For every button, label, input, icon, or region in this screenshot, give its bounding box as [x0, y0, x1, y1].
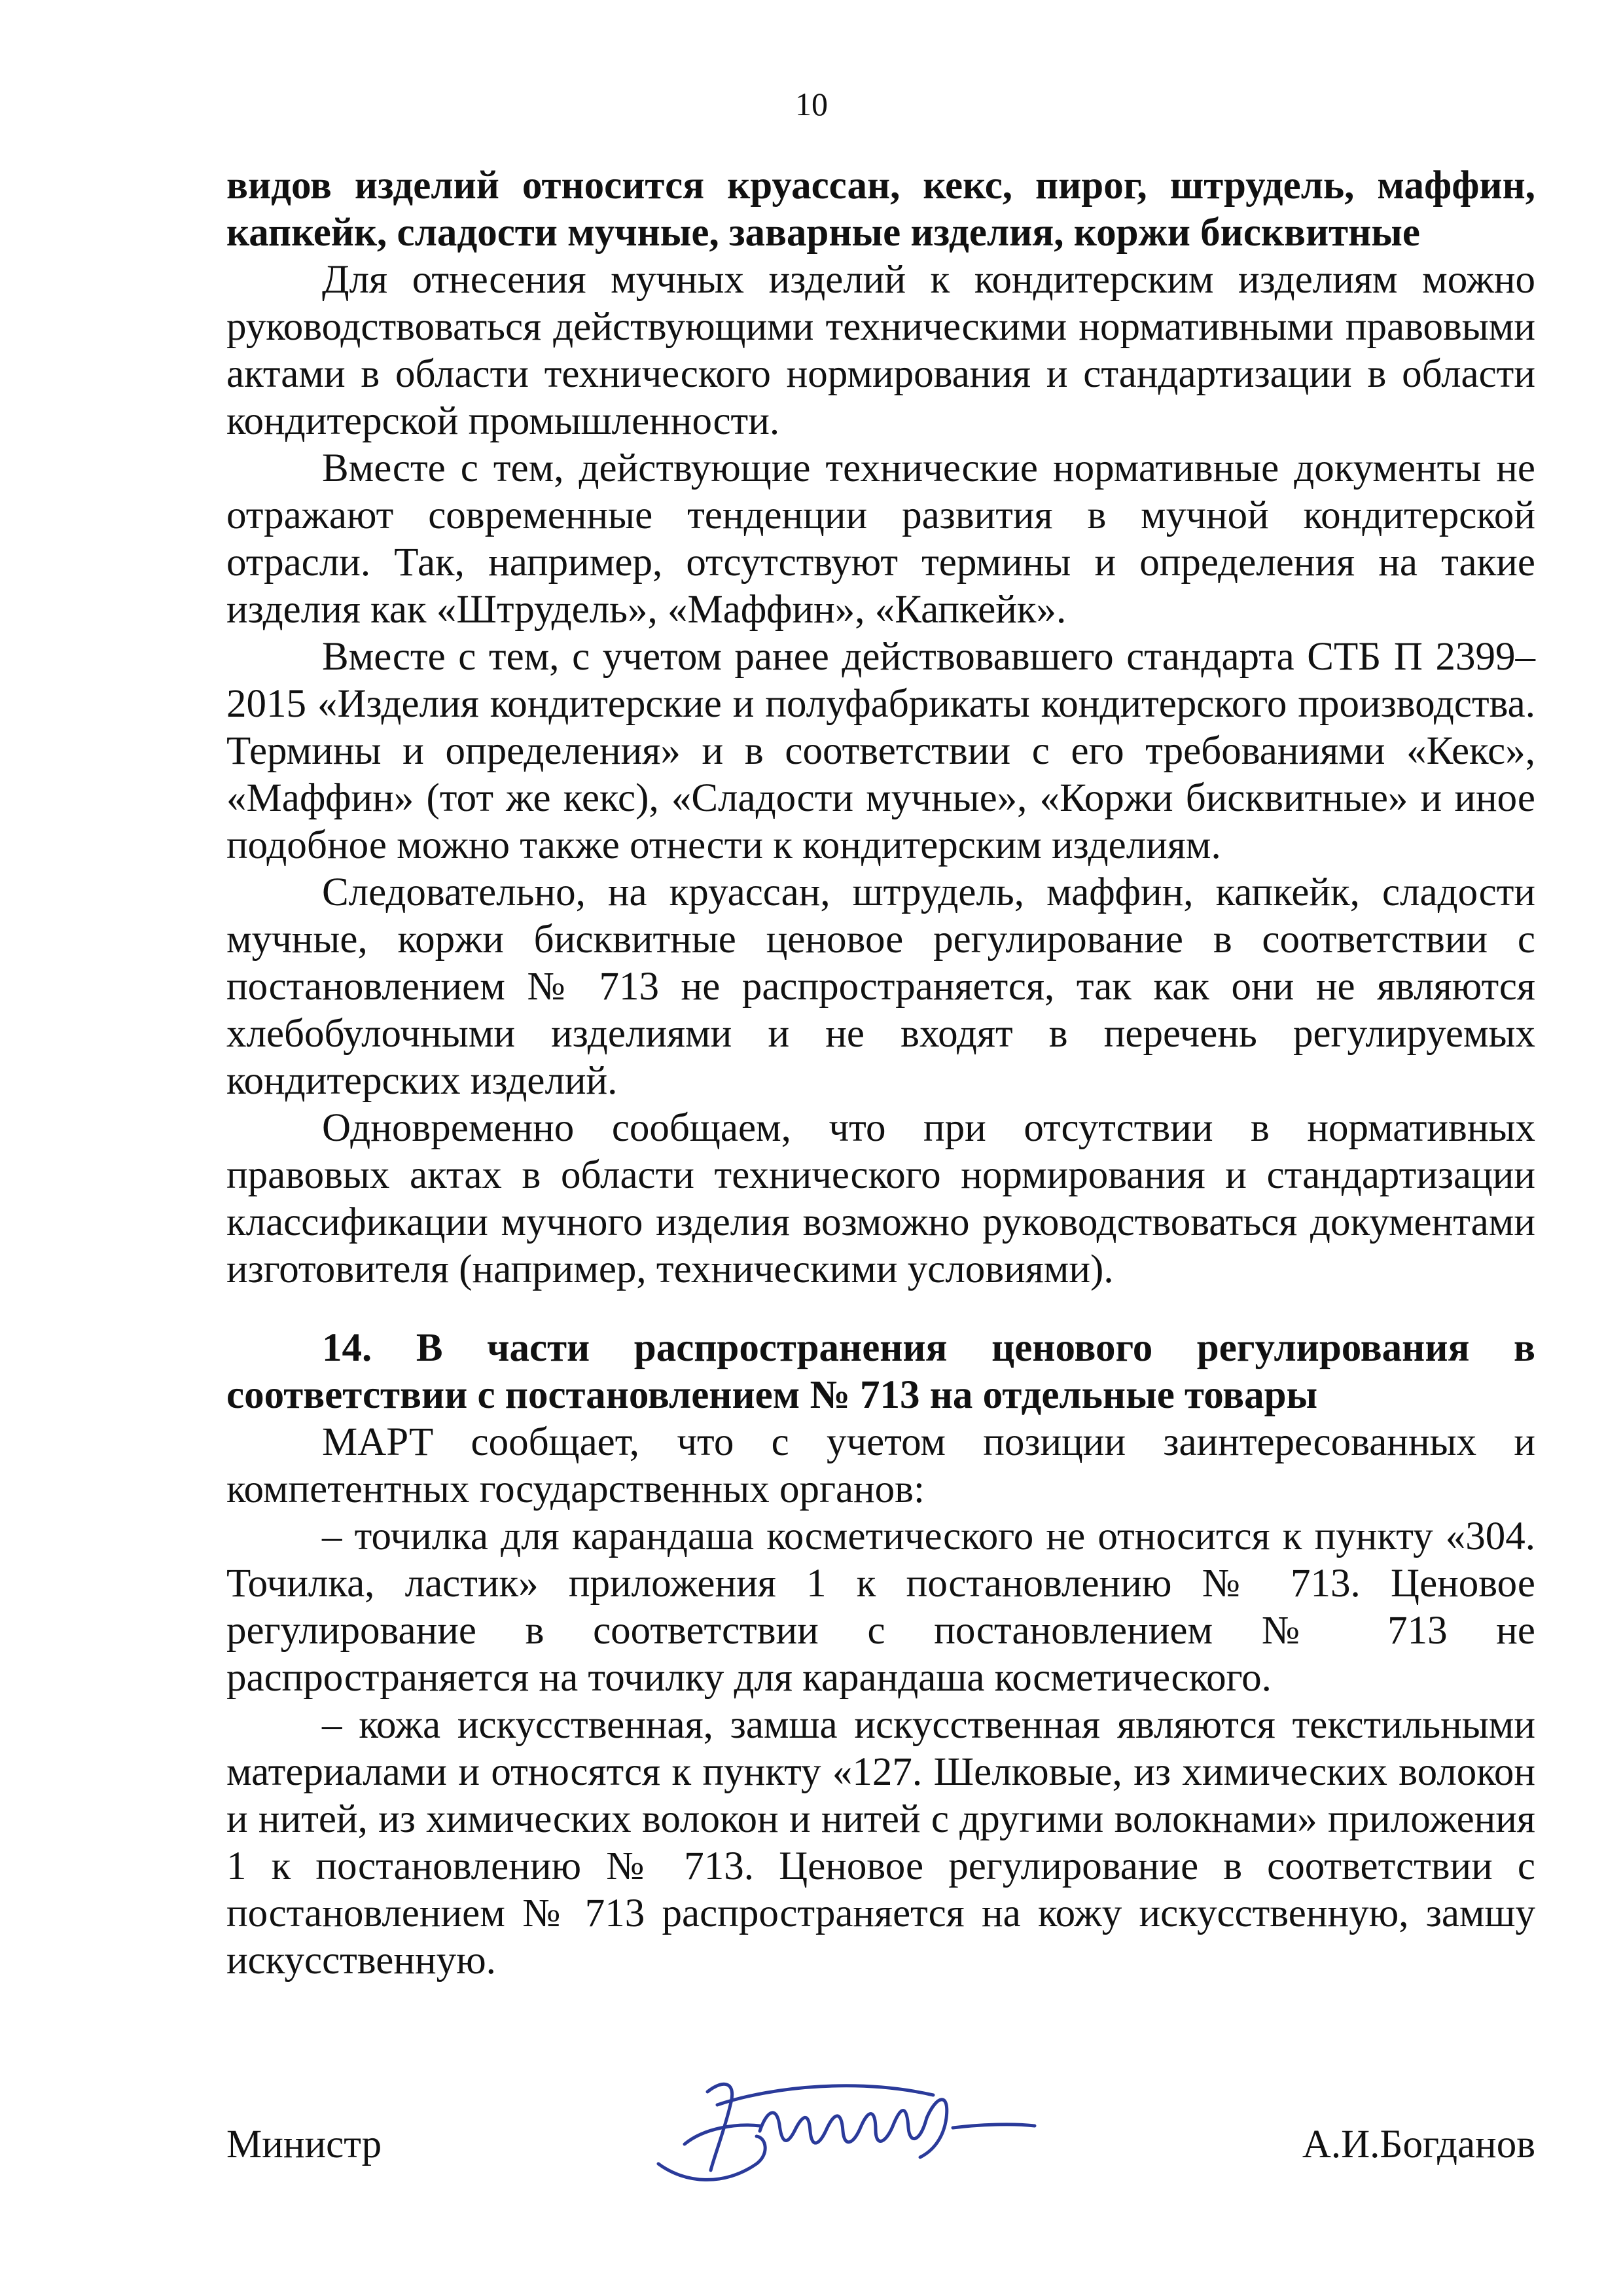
paragraph: Следовательно, на круассан, штрудель, маффин, капкейк, сладости мучные, коржи бисквитные ценовое регулирование в соответствии с постановлением № 713 не распространяется, так как они не являются хлебобулочными изделиями и не входят в перечень регулируемых кондитерских изделий. — [226, 870, 1535, 1103]
list-item: – кожа искусственная, замша искусственная являются текстильными материалами и относятся к пункту «127. Шелковые, из химических волокон и нитей, из химических волокон и нитей с другими волокнами» приложения 1 к постановлению № 713. Ценовое регулирование в соответствии с постановлением № 713 распространяется на кожу искусственную, замшу искусственную. — [226, 1703, 1535, 1982]
signatory-name: А.И.Богданов — [1302, 2123, 1535, 2166]
paragraph: Вместе с тем, действующие технические нормативные документы не отражают современные тенденции развития в мучной кондитерской отрасли. Так, например, отсутствуют термины и определения на такие изделия как «Штрудель», «Маффин», «Капкейк». — [226, 446, 1535, 632]
paragraph: Одновременно сообщаем, что при отсутствии в нормативных правовых актах в области технического нормирования и стандартизации классификации мучного изделия возможно руководствоваться документами изготовителя (например, техническими условиями). — [226, 1106, 1535, 1291]
handwritten-signature — [645, 2066, 1038, 2190]
list-item: – точилка для карандаша косметического не относится к пункту «304. Точилка, ластик» приложения 1 к постановлению № 713. Ценовое регулирование в соответствии с постановлением № 713 не распространяется на точилку для карандаша косметического. — [226, 1515, 1535, 1700]
signature-block — [226, 2081, 1535, 2179]
paragraph: МАРТ сообщает, что с учетом позиции заинтересованных и компетентных государственных органов: — [226, 1420, 1535, 1511]
paragraph: Для отнесения мучных изделий к кондитерским изделиям можно руководствоваться действующими техническими нормативными правовыми актами в области технического нормирования и стандартизации в области кондитерской промышленности. — [226, 258, 1535, 443]
paragraph-continued-heading: видов изделий относится круассан, кекс, пирог, штрудель, маффин, капкейк, сладости мучные, заварные изделия, коржи бисквитные — [226, 164, 1535, 255]
section-heading: 14. В части распространения ценового регулирования в соответствии с постановлением № 713 на отдельные товары — [226, 1326, 1535, 1417]
paragraph: Вместе с тем, с учетом ранее действовавшего стандарта СТБ П 2399–2015 «Изделия кондитерские и полуфабрикаты кондитерского производства. Термины и определения» и в соответствии с его требованиями «Кекс», «Маффин» (тот же кекс), «Сладости мучные», «Коржи бисквитные» и иное подобное можно также отнести к кондитерским изделиям. — [226, 635, 1535, 867]
section-gap — [226, 1293, 1535, 1325]
document-body — [226, 162, 1535, 1984]
page-number: 10 — [795, 86, 828, 122]
signatory-title: Министр — [226, 2123, 382, 2166]
